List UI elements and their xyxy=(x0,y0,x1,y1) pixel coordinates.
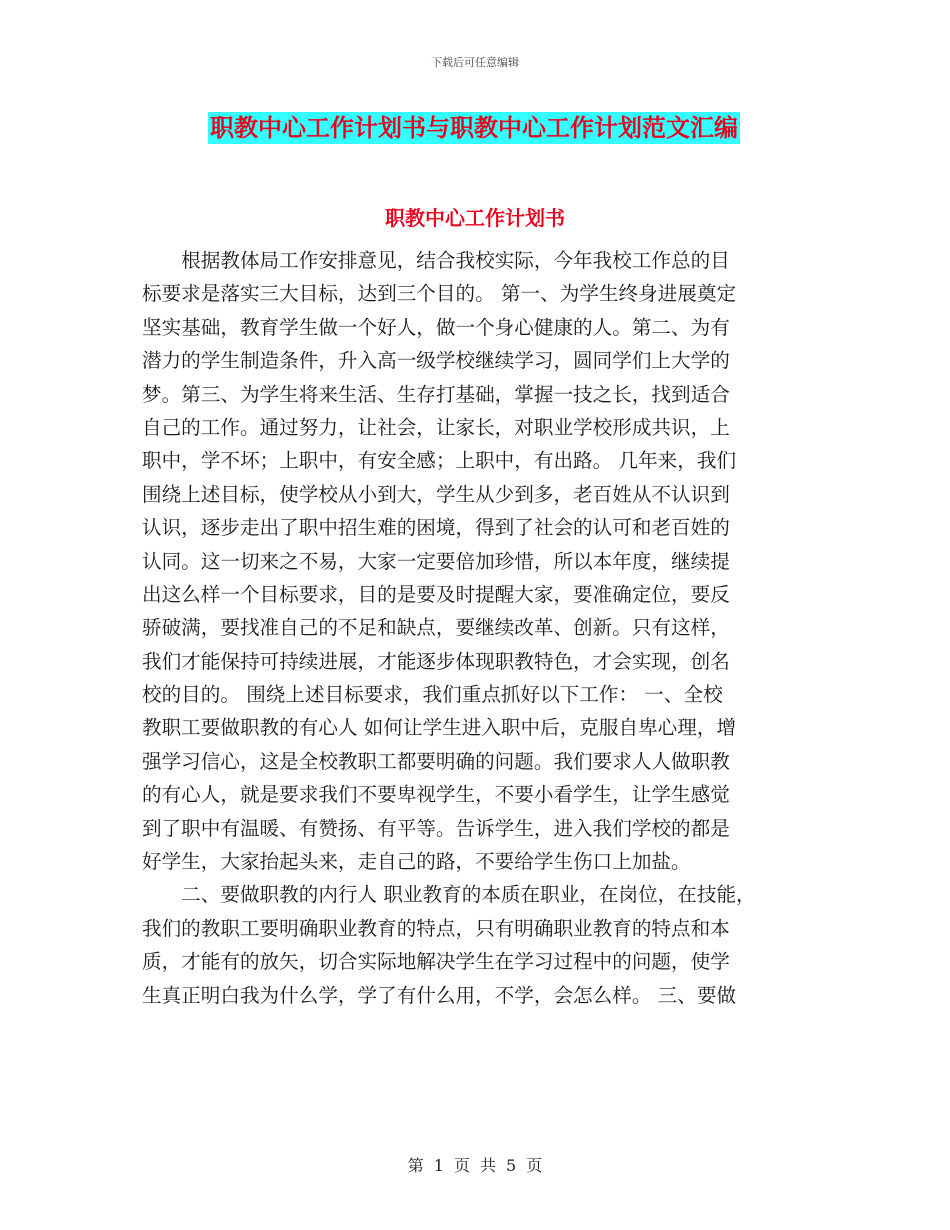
text-line: 二、要做职教的内行人 职业教育的本质在职业，在岗位，在技能， xyxy=(142,883,756,907)
text-line: 认识，逐步走出了职中招生难的困境，得到了社会的认可和老百姓的 xyxy=(142,516,730,540)
page-footer xyxy=(0,1153,950,1176)
footer-page-word: 页 xyxy=(453,1156,470,1175)
text-line: 到了职中有温暖、有赞扬、有平等。告诉学生，进入我们学校的都是 xyxy=(142,816,730,840)
text-line: 梦。第三、为学生将来生活、生存打基础，掌握一技之长，找到适合 xyxy=(142,382,730,406)
page-number: 1 xyxy=(433,1156,444,1175)
text-line: 我们才能保持可持续进展，才能逐步体现职教特色，才会实现，创名 xyxy=(142,649,730,673)
text-line: 我们的教职工要明确职业教育的特点，只有明确职业教育的特点和本 xyxy=(142,916,730,940)
total-pages: 5 xyxy=(506,1156,517,1175)
text-line: 好学生，大家抬起头来，走自己的路，不要给学生伤口上加盐。 xyxy=(142,850,691,874)
text-line: 质，才能有的放矢，切合实际地解决学生在学习过程中的问题，使学 xyxy=(142,950,730,974)
body-text xyxy=(142,244,802,1012)
text-line: 强学习信心，这是全校教职工都要明确的问题。我们要求人人做职教 xyxy=(142,749,730,773)
text-line: 潜力的学生制造条件，升入高一级学校继续学习，圆同学们上大学的 xyxy=(142,349,730,373)
text-line: 坚实基础，教育学生做一个好人，做一个身心健康的人。第二、为有 xyxy=(142,315,730,339)
text-line: 教职工要做职教的有心人 如何让学生进入职中后，克服自卑心理，增 xyxy=(142,716,737,740)
section-title: 职教中心工作计划书 xyxy=(385,206,565,230)
text-line: 标要求是落实三大目标，达到三个目的。 第一、为学生终身进展奠定 xyxy=(142,282,737,306)
footer-suffix: 页 xyxy=(526,1156,543,1175)
header-note: 下载后可任意编辑 xyxy=(431,56,519,69)
text-line: 根据教体局工作安排意见，结合我校实际，今年我校工作总的目 xyxy=(142,249,730,272)
text-line: 自己的工作。通过努力，让社会，让家长，对职业学校形成共识，上 xyxy=(142,415,730,439)
document-title: 职教中心工作计划书与职教中心工作计划范文汇编 xyxy=(210,114,738,142)
footer-prefix: 第 xyxy=(407,1156,424,1175)
text-line: 生真正明白我为什么学，学了有什么用，不学，会怎么样。 三、要做 xyxy=(142,983,737,1007)
footer-total-word: 共 xyxy=(480,1156,497,1175)
text-line: 认同。这一切来之不易，大家一定要倍加珍惜，所以本年度，继续提 xyxy=(142,549,730,573)
text-line: 围绕上述目标，使学校从小到大，学生从少到多，老百姓从不认识到 xyxy=(142,482,730,506)
text-line: 职中，学不坏；上职中，有安全感；上职中，有出路。 几年来，我们 xyxy=(142,449,737,473)
text-line: 校的目的。 围绕上述目标要求，我们重点抓好以下工作： 一、全校 xyxy=(142,683,723,707)
text-line: 骄破满，要找准自己的不足和缺点，要继续改革、创新。只有这样， xyxy=(142,616,730,640)
text-line: 的有心人，就是要求我们不要卑视学生，不要小看学生，让学生感觉 xyxy=(142,783,730,807)
text-line: 出这么样一个目标要求，目的是要及时提醒大家，要准确定位，要反 xyxy=(142,582,730,606)
